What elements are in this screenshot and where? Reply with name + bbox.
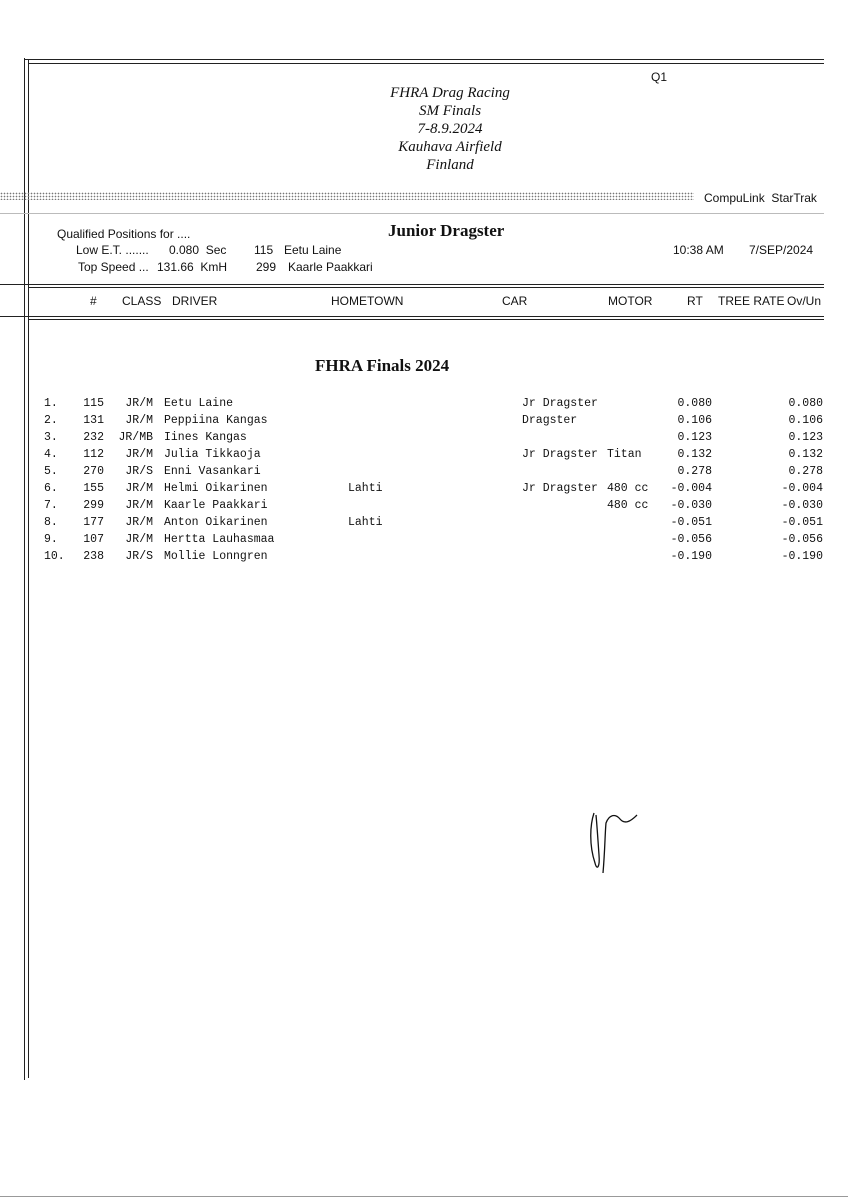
event-line1: FHRA Drag Racing [390,85,510,101]
row-pos: 6. [44,482,58,495]
row-rt: 0.080 [677,397,712,410]
row-num: 232 [83,431,104,444]
table-row [0,397,848,414]
col-car: CAR [502,294,528,308]
header-line-top2 [28,287,824,288]
col-driver: DRIVER [172,294,218,308]
row-num: 177 [83,516,104,529]
row-pos: 2. [44,414,58,427]
row-motor: 480 cc [607,499,649,512]
row-class: JR/M [125,482,153,495]
col-ovun: Ov/Un [787,294,822,308]
table-row [0,550,848,567]
row-car: Jr Dragster [522,397,598,410]
table-row [0,448,848,465]
event-header [340,84,560,174]
event-country: Finland [426,157,474,173]
row-class: JR/S [125,550,153,563]
row-pos: 1. [44,397,58,410]
col-tree-rate: TREE RATE [718,294,785,308]
qualified-label: Qualified Positions for .... [57,227,191,241]
row-num: 299 [83,499,104,512]
table-row [0,516,848,533]
low-et-value: 0.080 Sec [169,243,227,257]
row-ovun: 0.106 [788,414,823,427]
low-et-driver: Eetu Laine [284,243,342,257]
report-time: 10:38 AM [673,243,724,257]
col-num: # [90,294,97,308]
row-rt: 0.106 [677,414,712,427]
row-ovun: -0.056 [781,533,823,546]
signature [585,805,650,880]
row-num: 131 [83,414,104,427]
top-speed-value: 131.66 KmH [157,260,228,274]
row-num: 270 [83,465,104,478]
table-row [0,465,848,482]
row-hometown: Lahti [348,482,383,495]
table-row [0,482,848,499]
row-rt: -0.004 [670,482,712,495]
row-driver: Helmi Oikarinen [164,482,268,495]
table-row [0,414,848,431]
row-driver: Peppiina Kangas [164,414,268,427]
row-rt: 0.278 [677,465,712,478]
row-motor: Titan [607,448,642,461]
row-driver: Enni Vasankari [164,465,261,478]
class-title: Junior Dragster [388,221,505,240]
report-date: 7/SEP/2024 [749,243,814,257]
row-driver: Anton Oikarinen [164,516,268,529]
header-line-top [0,284,824,285]
top-speed-number: 299 [256,260,277,274]
top-border [24,59,824,60]
row-ovun: 0.132 [788,448,823,461]
low-et-label: Low E.T. ....... [76,243,149,257]
row-class: JR/MB [118,431,153,444]
table-row [0,499,848,516]
row-driver: Kaarle Paakkari [164,499,268,512]
system-label: CompuLink StarTrak [704,191,817,205]
row-car: Jr Dragster [522,448,598,461]
row-pos: 8. [44,516,58,529]
row-ovun: -0.190 [781,550,823,563]
row-pos: 4. [44,448,58,461]
row-class: JR/M [125,397,153,410]
row-ovun: 0.278 [788,465,823,478]
row-num: 107 [83,533,104,546]
row-driver: Iines Kangas [164,431,247,444]
row-ovun: 0.123 [788,431,823,444]
row-rt: 0.123 [677,431,712,444]
row-class: JR/M [125,533,153,546]
row-ovun: -0.051 [781,516,823,529]
row-driver: Hertta Lauhasmaa [164,533,275,546]
row-driver: Mollie Lonngren [164,550,268,563]
header-line-bottom [0,316,824,317]
left-border-outer [24,58,25,1080]
row-rt: 0.132 [677,448,712,461]
table-row [0,431,848,448]
row-class: JR/M [125,499,153,512]
row-motor: 480 cc [607,482,649,495]
row-class: JR/M [125,516,153,529]
header-line-bottom2 [28,319,824,320]
col-class: CLASS [122,294,162,308]
row-rt: -0.051 [670,516,712,529]
page-marker: Q1 [651,70,668,84]
row-car: Dragster [522,414,578,427]
event-dates: 7-8.9.2024 [417,121,483,137]
row-hometown: Lahti [348,516,383,529]
row-num: 112 [83,448,104,461]
top-border-inner [28,63,824,64]
row-ovun: 0.080 [788,397,823,410]
event-line2: SM Finals [418,103,482,119]
row-class: JR/M [125,414,153,427]
row-class: JR/S [125,465,153,478]
bottom-page-line [0,1196,848,1197]
dotted-band [0,192,694,200]
col-rt: RT [687,294,703,308]
band-separator [0,213,824,214]
top-speed-driver: Kaarle Paakkari [288,260,373,274]
row-rt: -0.030 [670,499,712,512]
row-pos: 5. [44,465,58,478]
row-pos: 3. [44,431,58,444]
col-motor: MOTOR [608,294,653,308]
section-title: FHRA Finals 2024 [315,356,450,375]
row-pos: 10. [44,550,65,563]
event-venue: Kauhava Airfield [398,139,502,155]
row-driver: Eetu Laine [164,397,234,410]
row-rt: -0.056 [670,533,712,546]
row-car: Jr Dragster [522,482,598,495]
row-pos: 7. [44,499,58,512]
row-pos: 9. [44,533,58,546]
row-ovun: -0.004 [781,482,823,495]
row-num: 155 [83,482,104,495]
row-num: 115 [83,397,104,410]
row-driver: Julia Tikkaoja [164,448,261,461]
row-ovun: -0.030 [781,499,823,512]
row-num: 238 [83,550,104,563]
col-hometown: HOMETOWN [331,294,404,308]
low-et-number: 115 [254,243,274,257]
table-row [0,533,848,550]
row-class: JR/M [125,448,153,461]
top-speed-label: Top Speed ... [78,260,149,274]
row-rt: -0.190 [670,550,712,563]
